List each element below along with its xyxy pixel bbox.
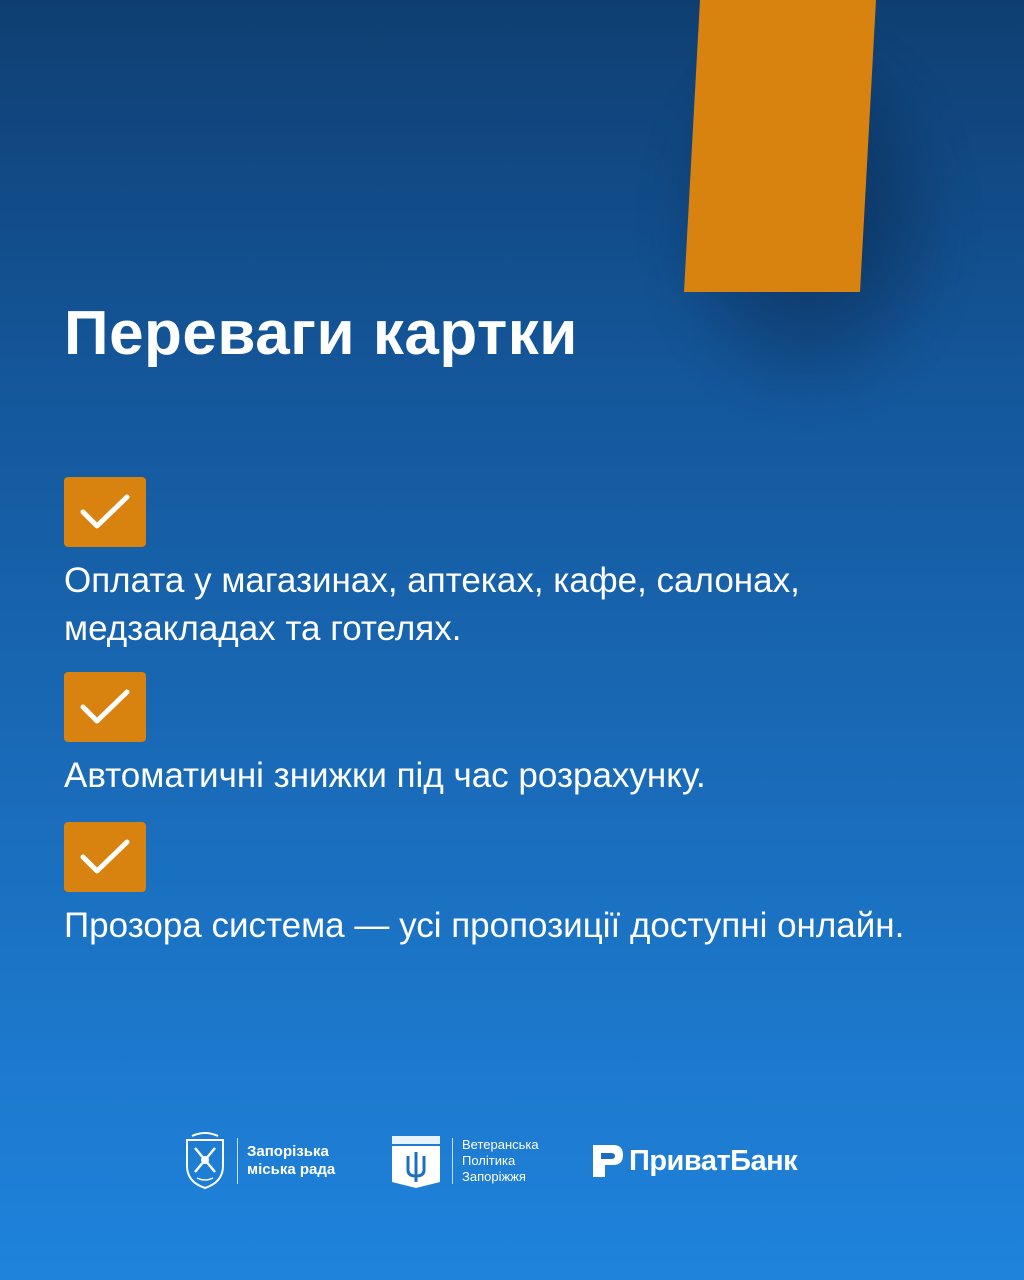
benefit-item bbox=[64, 477, 964, 653]
benefit-text: Автоматичні знижки під час розрахунку. bbox=[64, 756, 706, 795]
city-council-name bbox=[247, 1143, 335, 1179]
veteran-policy-line3: Запоріжжя bbox=[462, 1169, 526, 1184]
benefit-text: Оплата у магазинах, аптеках, кафе, салонах, медзакладах та готелях. bbox=[64, 561, 800, 648]
city-council-line2: міська рада bbox=[247, 1161, 336, 1178]
checkmark-icon bbox=[64, 477, 146, 547]
privatbank-name: ПриватБанк bbox=[629, 1145, 798, 1177]
page-title: Переваги картки bbox=[64, 299, 578, 368]
privatbank-logo-icon bbox=[591, 1143, 625, 1179]
veteran-policy-line2: Політика bbox=[462, 1153, 516, 1168]
checkmark-icon bbox=[64, 672, 146, 742]
privatbank-logo bbox=[591, 1126, 797, 1196]
city-council-line1: Запорізька bbox=[247, 1143, 329, 1160]
city-crest-icon bbox=[183, 1132, 227, 1190]
city-council-logo bbox=[183, 1126, 335, 1196]
benefit-item bbox=[64, 672, 964, 800]
trident-shield-icon bbox=[390, 1132, 442, 1190]
logo-divider bbox=[452, 1138, 453, 1184]
benefit-text: Прозора система — усі пропозиції доступні онлайн. bbox=[64, 906, 905, 945]
benefit-item bbox=[64, 822, 964, 950]
veteran-policy-logo bbox=[390, 1126, 539, 1196]
logo-divider bbox=[237, 1138, 238, 1184]
partner-logos bbox=[0, 1126, 1024, 1196]
veteran-policy-name bbox=[462, 1137, 539, 1185]
bookmark-ribbon bbox=[684, 0, 876, 292]
checkmark-icon bbox=[64, 822, 146, 892]
veteran-policy-line1: Ветеранська bbox=[462, 1137, 539, 1152]
